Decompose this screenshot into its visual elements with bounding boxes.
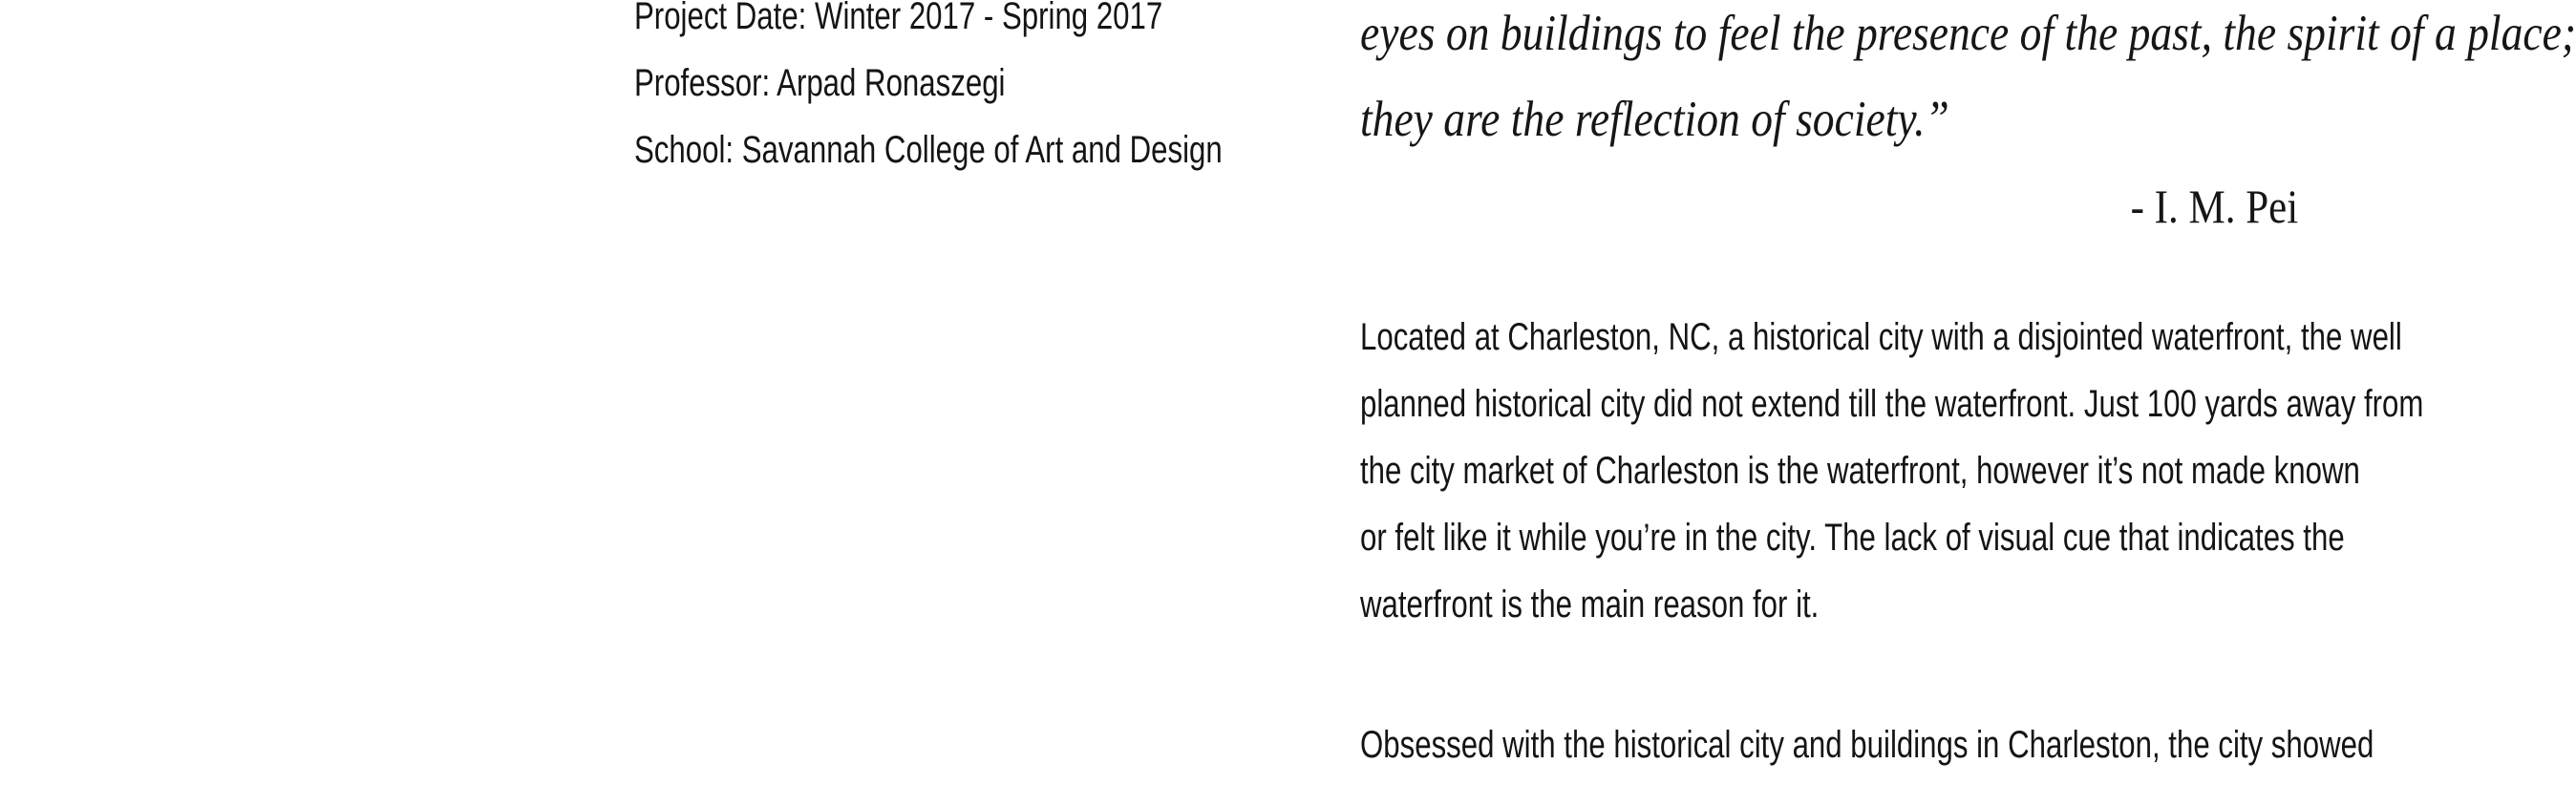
quote-attribution: [1360, 168, 2298, 244]
body-paragraph: [1360, 304, 2424, 638]
paragraph-line: the city market of Charleston is the waterfront, however it’s not made known: [1360, 450, 2360, 492]
body-paragraph: [1360, 711, 2374, 778]
paragraph-line: waterfront is the main reason for it.: [1360, 583, 1820, 626]
project-professor: Professor: Arpad Ronaszegi: [634, 62, 1006, 104]
quote-line: they are the reflection of society.”: [1360, 92, 1949, 147]
paragraph-line: Obsessed with the historical city and buildings in Charleston, the city showed: [1360, 724, 2374, 766]
paragraph-line: Located at Charleston, NC, a historical city with a disjointed waterfront, the well: [1360, 316, 2402, 358]
quote-block: [1360, 0, 2576, 162]
project-info: [634, 0, 1223, 183]
paragraph-line: planned historical city did not extend till the waterfront. Just 100 yards away from: [1360, 383, 2424, 425]
attribution-text: - I. M. Pei: [2130, 180, 2298, 233]
project-school: School: Savannah College of Art and Design: [634, 129, 1223, 171]
project-date: Project Date: Winter 2017 - Spring 2017: [634, 0, 1163, 37]
quote-line: eyes on buildings to feel the presence of the past, the spirit of a place;: [1360, 6, 2576, 61]
paragraph-line: or felt like it while you’re in the city. The lack of visual cue that indicates the: [1360, 517, 2345, 559]
